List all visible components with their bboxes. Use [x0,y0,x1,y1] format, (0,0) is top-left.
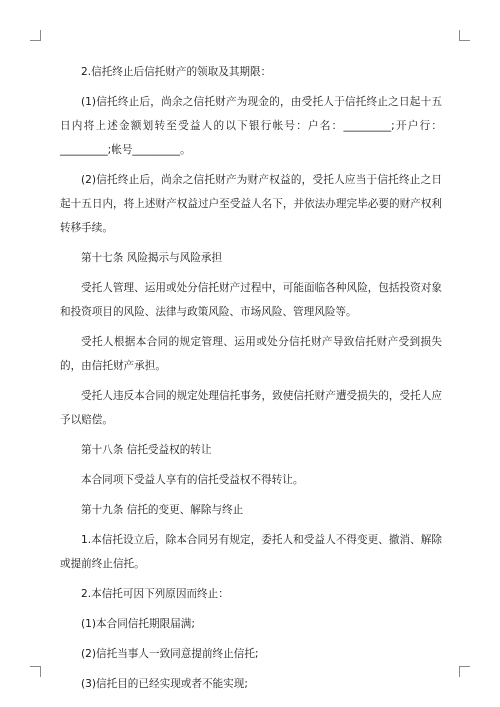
clause-heading: 2.信托终止后信托财产的领取及其期限： [81,66,272,78]
paragraph: (1)信托终止后，尚余之信托财产为现金的，由受托人于信托终止之日起十五日内将上述金额划转至受益人的以下银行帐号：户名：_________;开户行：_________;帐号_________。 [60,96,442,156]
crop-mark-bottom-right [459,666,470,677]
crop-mark-top-right [459,30,470,41]
document-body [60,60,442,702]
paragraph: 受托人管理、运用或处分信托财产过程中，可能面临各种风险，包括投资对象和投资项目的风险、法律与政策风险、市场风险、管理风险等。 [60,282,442,318]
paragraph: 2.本信托可因下列原因而终止： [81,588,229,600]
paragraph: 受托人根据本合同的规定管理、运用或处分信托财产导致信托财产受到损失的，由信托财产承担。 [60,336,442,372]
crop-mark-bottom-left [30,666,41,677]
paragraph: (2)信托终止后，尚余之信托财产为财产权益的，受托人应当于信托终止之日起十五日内，将上述财产权益过户至受益人名下，并依法办理完毕必要的财产权利转移手续。 [60,174,442,234]
article-heading: 第十九条 信托的变更、解除与终止 [81,504,244,516]
article-heading: 第十八条 信托受益权的转让 [81,444,212,456]
article-heading: 第十七条 风险揭示与风险承担 [81,252,223,264]
crop-mark-top-left [30,30,41,41]
list-item: (1)本合同信托期限届满; [81,618,195,630]
paragraph: 本合同项下受益人享有的信托受益权不得转让。 [81,474,304,486]
paragraph: 受托人违反本合同的规定处理信托事务，致使信托财产遭受损失的，受托人应予以赔偿。 [60,390,442,426]
list-item: (3)信托目的已经实现或者不能实现; [81,678,248,690]
list-item: (2)信托当事人一致同意提前终止信托; [81,648,259,660]
paragraph: 1.本信托设立后，除本合同另有规定，委托人和受益人不得变更、撤消、解除或提前终止信托。 [60,534,442,570]
